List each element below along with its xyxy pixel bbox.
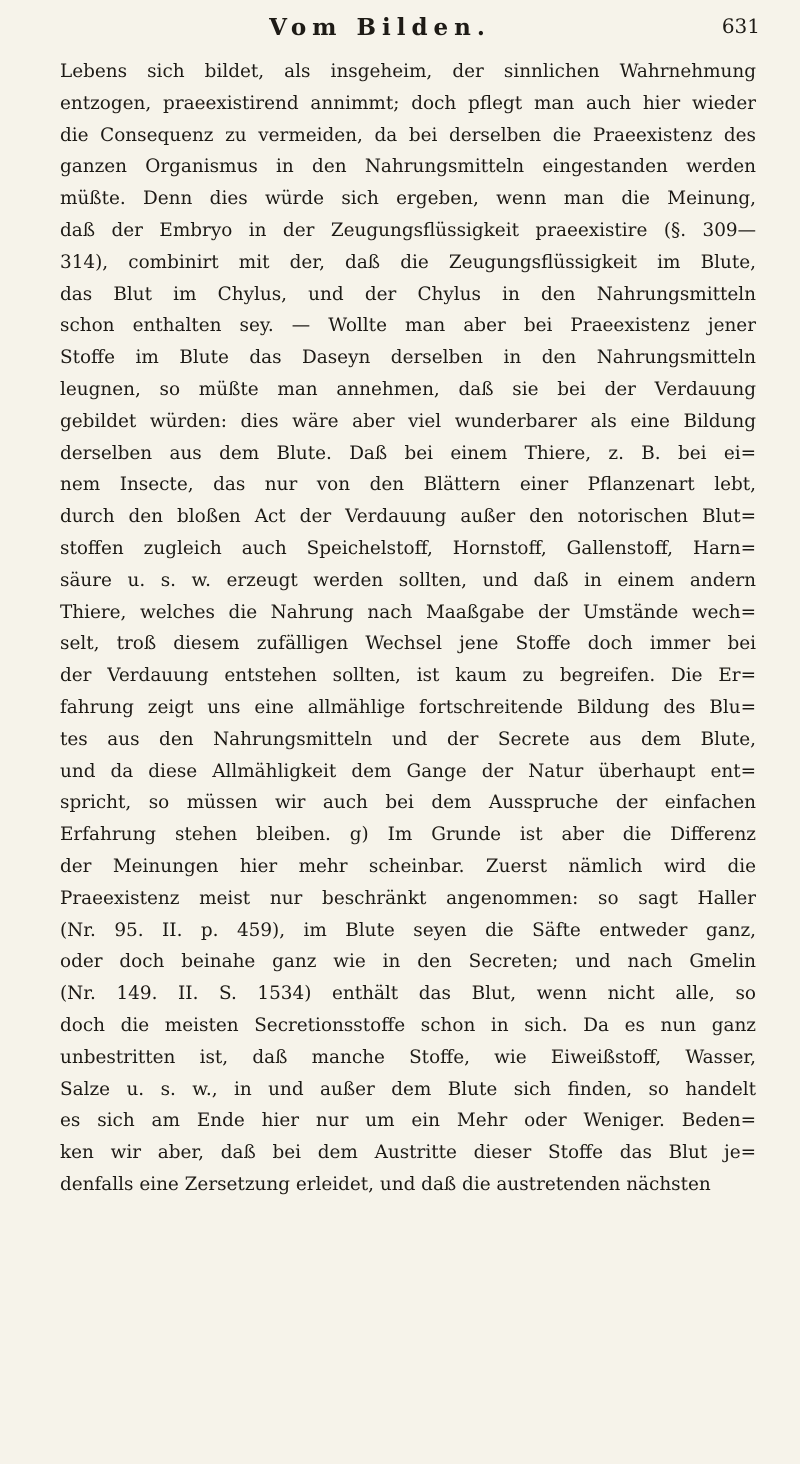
text-line: 314), combinirt mit der, daß die Zeugungsflüssigkeit im Blute,: [60, 251, 756, 273]
text-line: Thiere, welches die Nahrung nach Maaßgabe der Umstände wech=: [60, 601, 756, 623]
text-line: leugnen, so müßte man annehmen, daß sie bei der Verdauung: [60, 378, 756, 400]
text-line: und da diese Allmähligkeit dem Gange der Natur überhaupt ent=: [60, 760, 756, 782]
body-text: [60, 56, 756, 1201]
text-line: nem Insecte, das nur von den Blättern einer Pflanzenart lebt,: [60, 474, 756, 496]
text-line: Stoffe im Blute das Daseyn derselben in den Nahrungsmitteln: [60, 347, 756, 369]
text-line: (Nr. 95. II. p. 459), im Blute seyen die Säfte entweder ganz,: [60, 919, 756, 941]
text-line: es sich am Ende hier nur um ein Mehr oder Weniger. Beden=: [60, 1110, 756, 1132]
text-line: ganzen Organismus in den Nahrungsmitteln eingestanden werden: [60, 156, 756, 178]
text-line: der Verdauung entstehen sollten, ist kaum zu begreifen. Die Er=: [60, 665, 756, 687]
text-line: entzogen, praeexistirend annimmt; doch pflegt man auch hier wieder: [60, 92, 756, 114]
text-line: denfalls eine Zersetzung erleidet, und daß die austretenden nächsten: [60, 1173, 711, 1195]
text-line: unbestritten ist, daß manche Stoffe, wie Eiweißstoff, Wasser,: [60, 1046, 756, 1068]
text-line: Salze u. s. w., in und außer dem Blute sich finden, so handelt: [60, 1078, 756, 1100]
text-line: gebildet würden: dies wäre aber viel wunderbarer als eine Bildung: [60, 410, 756, 432]
text-line: das Blut im Chylus, und der Chylus in den Nahrungsmitteln: [60, 283, 756, 305]
text-line: stoffen zugleich auch Speichelstoff, Hornstoff, Gallenstoff, Harn=: [60, 537, 756, 559]
page-number: 631: [721, 14, 760, 38]
text-line: oder doch beinahe ganz wie in den Secreten; und nach Gmelin: [60, 951, 756, 973]
text-line: doch die meisten Secretionsstoffe schon in sich. Da es nun ganz: [60, 1014, 756, 1036]
text-line: Praeexistenz meist nur beschränkt angenommen: so sagt Haller: [60, 887, 756, 909]
running-title: Vom Bilden.: [269, 14, 491, 41]
text-line: müßte. Denn dies würde sich ergeben, wenn man die Meinung,: [60, 188, 756, 210]
text-line: Lebens sich bildet, als insgeheim, der sinnlichen Wahrnehmung: [60, 61, 756, 82]
text-line: schon enthalten sey. — Wollte man aber bei Praeexistenz jener: [60, 315, 756, 337]
text-line: daß der Embryo in der Zeugungsflüssigkeit praeexistire (§. 309—: [60, 219, 756, 241]
text-line: durch den bloßen Act der Verdauung außer den notorischen Blut=: [60, 506, 756, 528]
text-line: Erfahrung stehen bleiben. g) Im Grunde ist aber die Differenz: [60, 824, 756, 846]
text-line: säure u. s. w. erzeugt werden sollten, und daß in einem andern: [60, 569, 756, 591]
text-line: der Meinungen hier mehr scheinbar. Zuerst nämlich wird die: [60, 855, 756, 877]
text-line: spricht, so müssen wir auch bei dem Ausspruche der einfachen: [60, 792, 756, 814]
running-head: [0, 14, 760, 44]
text-line: derselben aus dem Blute. Daß bei einem Thiere, z. B. bei ei=: [60, 442, 756, 464]
text-line: ken wir aber, daß bei dem Austritte dieser Stoffe das Blut je=: [60, 1142, 756, 1164]
text-line: tes aus den Nahrungsmitteln und der Secrete aus dem Blute,: [60, 728, 756, 750]
text-line: (Nr. 149. II. S. 1534) enthält das Blut, wenn nicht alle, so: [60, 983, 756, 1005]
text-line: die Consequenz zu vermeiden, da bei derselben die Praeexistenz des: [60, 124, 756, 146]
text-line: fahrung zeigt uns eine allmählige fortschreitende Bildung des Blu=: [60, 696, 756, 718]
text-line: selt, troß diesem zufälligen Wechsel jene Stoffe doch immer bei: [60, 633, 756, 655]
